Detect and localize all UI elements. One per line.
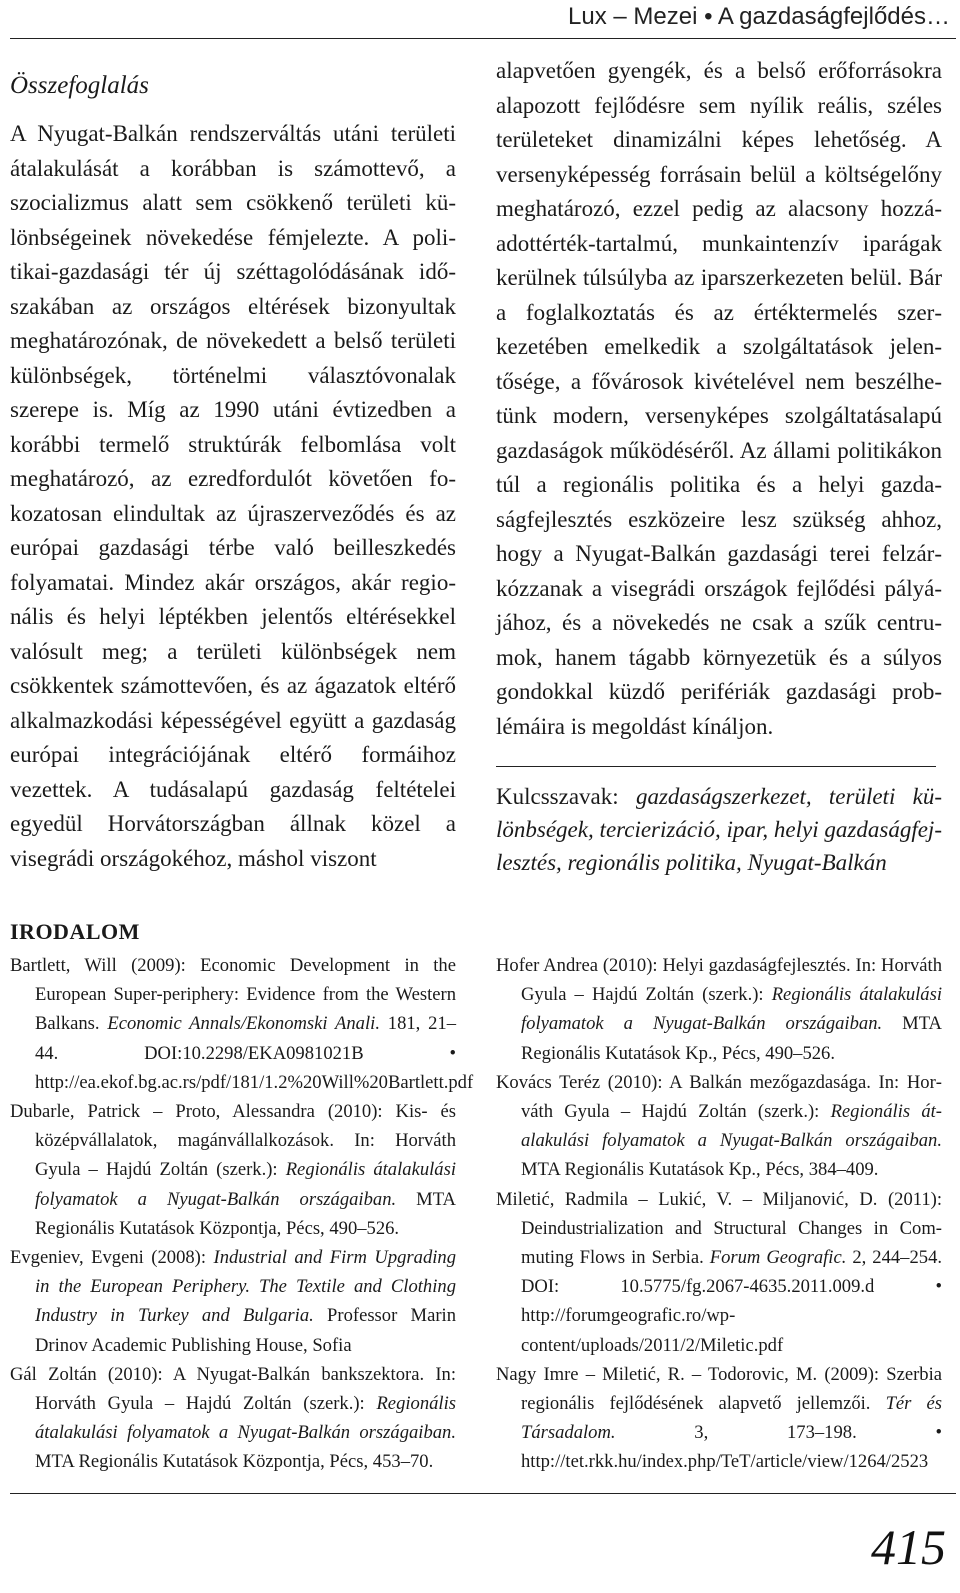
references-left-column: [10, 951, 474, 1477]
abstract-left-column: [10, 68, 456, 876]
reference-item: Hofer Andrea (2010): Helyi gazdaságfejlesztés. In: Horváth Gyula – Hajdú Zoltán (szerk.): Regionális átalakulási folyamatok a Nyugat-Balkán országaiban. MTA Regionális Kutatások Kp., Pécs, 490–526.: [496, 955, 942, 1064]
reference-item: Bartlett, Will (2009): Economic Development in the European Super-periphery: Evidence from the Western Balkans. Economic Annals/Ekonomski Anali. 181, 21–44. DOI:10.2298/EKA0981021B • http://ea.ekof.bg.ac.rs/pdf/181/1.2%20Will%20Bartlett.pdf: [10, 955, 474, 1093]
reference-item: Gál Zoltán (2010): A Nyugat-Balkán bankszektora. In: Horváth Gyula – Hajdú Zoltán (szerk.): Regionális átalakulási folyamatok a Nyugat-Balkán országaiban. MTA Regionális Kutatások Központja, Pécs, 453–70.: [10, 1363, 456, 1473]
footer-rule: [10, 1493, 956, 1494]
reference-item: Miletić, Radmila – Lukić, V. – Miljanović, D. (2011): Deindustrialization and Structural Changes in Commuting Flows in Serbia. Forum Geografic. 2, 244–254. DOI: 10.5775/fg.2067-4635.2011.009.d • http://forumgeografic.ro/wp-content/uploads/2011/2/Miletic.pdf: [496, 1188, 943, 1356]
running-head: Lux – Mezei • A gazdaságfejlődés…: [568, 3, 950, 30]
reference-item: Kovács Teréz (2010): A Balkán mezőgazdasága. In: Horváth Gyula – Hajdú Zoltán (szerk.): Regionális átalakulási folyamatok a Nyugat-Balkán országaiban. MTA Regionális Kutatások Kp., Pécs, 384–409.: [496, 1071, 942, 1181]
references-right-column: [496, 951, 942, 1477]
header-rule: [10, 38, 956, 39]
reference-item: Evgeniev, Evgeni (2008): Industrial and Firm Upgrading in the European Periphery. The Textile and Clothing Industry in Turkey and Bulgaria. Professor Marin Drinov Academic Publishing House, Sofia: [10, 1247, 456, 1356]
abstract-right-column: [496, 54, 942, 744]
keywords-terms: gazdaságszerkezet, területi különbségek, tercierizáció, ipar, helyi gazdaságfejlesztés, regionális politika, Nyugat-Balkán: [496, 784, 942, 875]
abstract-text-left: A Nyugat-Balkán rendszerváltás utáni területi átalakulását a korábban is számottevő, a szocializmus alatt sem csökkenő területi különbségeinek növekedése fémjelezte. A politikai-gazdasági tér új széttagolódásának időszakában az országos eltérések bizonyultak meghatározónak, de növekedett a belső területi különbségek, történelmi választóvonalak szerepe is. Míg az 1990 utáni évtizedben a korábbi termelő struktúrák felbomlása volt meghatározó, az ezredfordulót követően fokozatosan elindultak az újraszerveződés és az európai gazdasági térbe való beilleszkedés folyamatai. Mindez akár országos, akár regionális és helyi léptékben jelentős eltérésekkel valósult meg; a területi különbségek nem csökkentek számottevően, és az ágazatok eltérő alkalmazkodási képességével együtt a gazdaság európai integrációjának eltérő formáihoz vezettek. A tudásalapú gazdaság feltételei egyedül Horvátországban állnak közel a visegrádi országokéhoz, máshol viszont: [10, 121, 456, 871]
abstract-heading: Összefoglalás: [10, 72, 149, 99]
keywords-rule: [496, 766, 936, 767]
keywords: [496, 780, 942, 879]
reference-item: Nagy Imre – Miletić, R. – Todorovic, M. (2009): Szerbia regionális fejlődésének alapvető jellemzői. Tér és Társadalom. 3, 173–198. • http://tet.rkk.hu/index.php/TeT/article/view/1264/2523: [496, 1363, 942, 1473]
references-heading: IRODALOM: [10, 919, 140, 944]
reference-item: Dubarle, Patrick – Proto, Alessandra (2010): Kis- és középvállalatok, magánvállalkozások. In: Horváth Gyula – Hajdú Zoltán (szerk.): Regionális átalakulási folyamatok a Nyugat-Balkán országaiban. MTA Regionális Kutatások Központja, Pécs, 490–526.: [10, 1101, 456, 1239]
page-number: 415: [871, 1519, 946, 1575]
keywords-label: Kulcsszavak:: [496, 784, 619, 809]
abstract-text-right: alapvetően gyengék, és a belső erőforrásokra alapozott fejlődésre sem nyílik reális, széles területeket dinamizálni képes lehetőség. A versenyképesség forrásain belül a költségelőny meghatározó, ezzel pedig az alacsony hozzáadottérték-tartalmú, munkaintenzív iparágak kerülnek túlsúlyba az iparszerkezeten belül. Bár a foglalkoztatás és az értéktermelés szerkezetében emelkedik a szolgáltatások jelentősége, a fővárosok kivételével nem beszélhetünk modern, versenyképes szolgáltatásalapú gazdaságok működéséről. Az állami politikákon túl a regionális politika és a helyi gazdaságfejlesztés eszközeire lesz szükség ahhoz, hogy a Nyugat-Balkán gazdasági terei felzárkózzanak a visegrádi országok fejlődési pályájához, és a növekedés ne csak a szűk centrumok, hanem tágabb környezetük és a súlyos gondokkal küzdő perifériák gazdasági problémáira is megoldást kínáljon.: [496, 58, 942, 739]
